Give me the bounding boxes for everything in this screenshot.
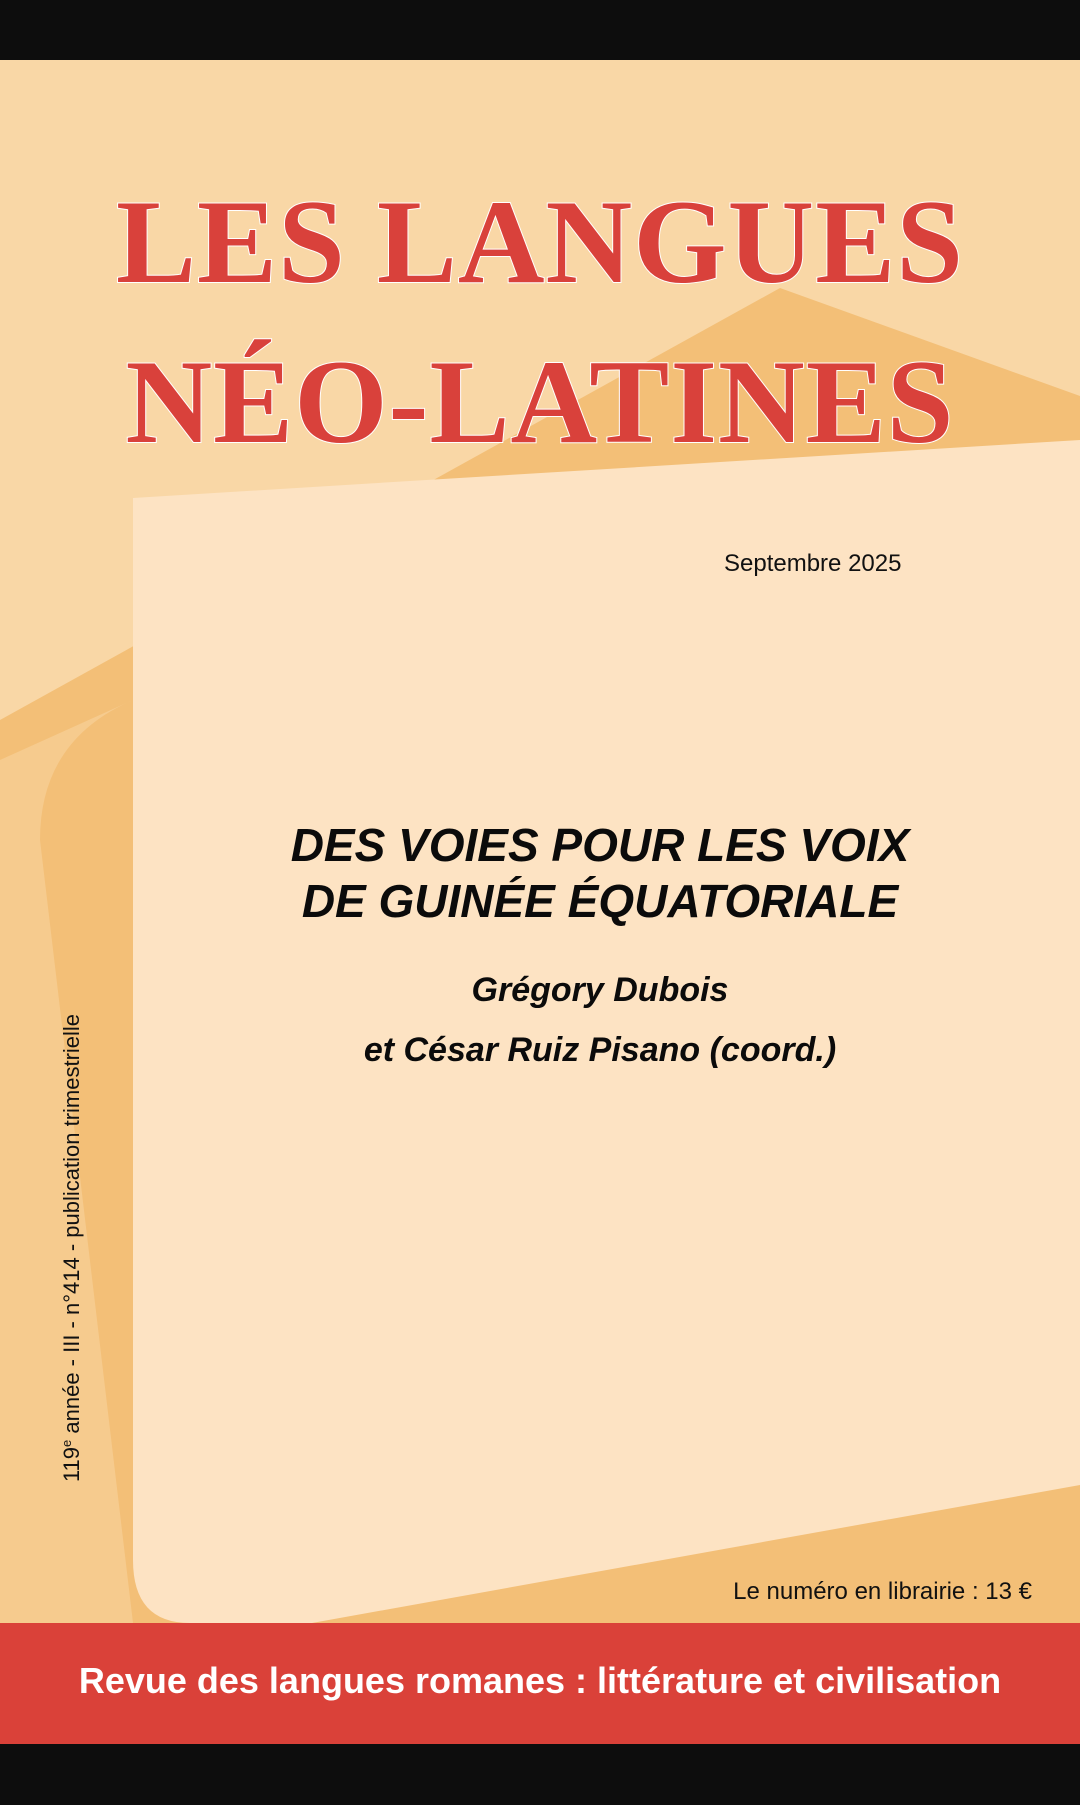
spine-rest: année - III - n°414 - publication trimestrielle xyxy=(59,1013,85,1440)
magazine-title-line2: NÉO-LATINES xyxy=(125,335,955,468)
issue-title-line1: DES VOIES POUR LES VOIX xyxy=(290,819,910,871)
issue-date: Septembre 2025 xyxy=(724,550,902,577)
bottom-banner xyxy=(0,1623,1080,1744)
spine-year-number: 119 xyxy=(59,1446,85,1483)
banner-subtitle: Revue des langues romanes : littérature et civilisation xyxy=(78,1660,1002,1701)
spine-publication-info xyxy=(59,1014,85,1482)
coordinator-line1: Grégory Dubois xyxy=(471,971,729,1009)
issue-title-line2: DE GUINÉE ÉQUATORIALE xyxy=(301,875,899,927)
magazine-cover xyxy=(0,60,1080,1744)
spine-superscript: e xyxy=(58,1439,74,1447)
coordinator-line2: et César Ruiz Pisano (coord.) xyxy=(363,1031,837,1069)
magazine-title-line1: LES LANGUES xyxy=(116,175,964,308)
price-label: Le numéro en librairie : 13 € xyxy=(733,1578,1032,1605)
